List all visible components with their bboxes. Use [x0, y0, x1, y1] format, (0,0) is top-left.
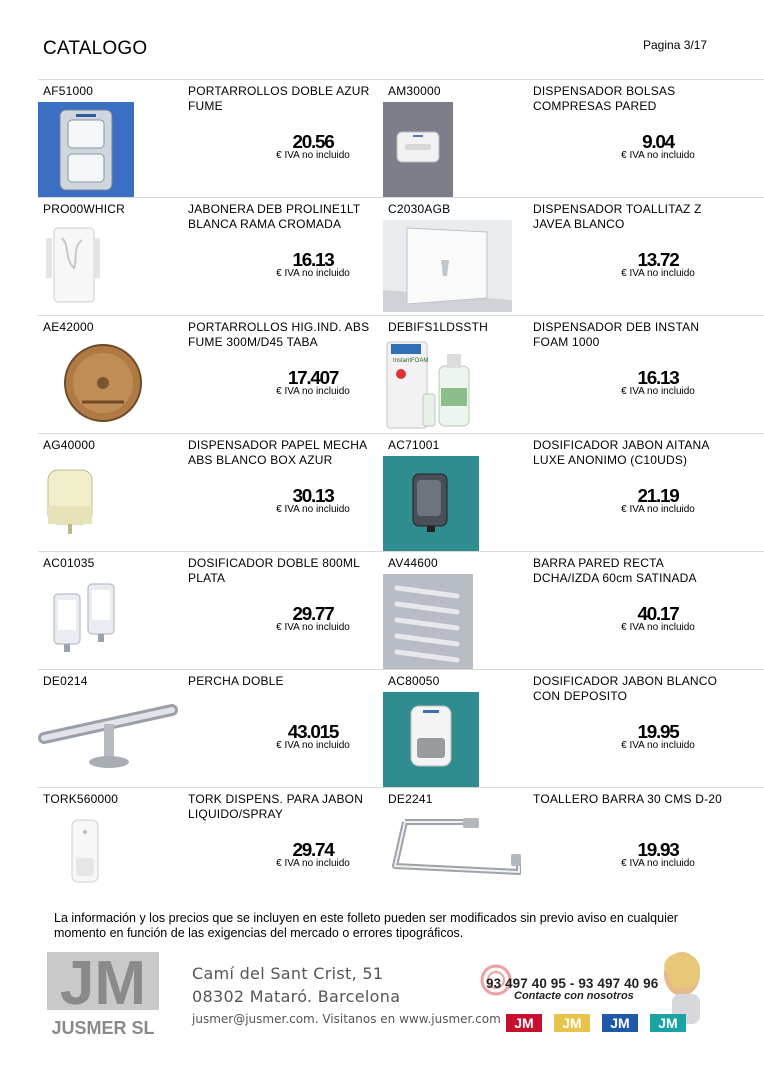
page-number: Pagina 3/17: [643, 38, 708, 52]
product-image: [48, 578, 124, 658]
svg-text:JM: JM: [562, 1015, 582, 1031]
product-description: TOALLERO BARRA 30 CMS D-20: [533, 792, 723, 806]
product-price: 43.015: [287, 722, 339, 742]
price-note: € IVA no incluido: [621, 504, 695, 515]
contact-label: Contacte con nosotros: [514, 990, 634, 1002]
product-price: 16.13: [637, 368, 679, 388]
price-note: € IVA no incluido: [276, 268, 350, 279]
product-description: DOSIFICADOR JABON AITANA LUXE ANONIMO (C10UDS): [533, 438, 709, 467]
product-price: 19.95: [637, 722, 679, 742]
svg-text:JM: JM: [658, 1015, 678, 1031]
product-item: [38, 434, 384, 552]
product-item: [383, 80, 729, 198]
price-note: € IVA no incluido: [276, 386, 350, 397]
product-description: TORK DISPENS. PARA JABON LIQUIDO/SPRAY: [188, 792, 364, 821]
product-description: BARRA PARED RECTA DCHA/IZDA 60cm SATINADA: [533, 556, 697, 585]
product-image: [383, 692, 479, 788]
product-image: [383, 338, 479, 432]
price-note: € IVA no incluido: [621, 858, 695, 869]
company-logo: [45, 950, 165, 1040]
product-description: PERCHA DOBLE: [188, 674, 284, 688]
product-description: DISPENSADOR PAPEL MECHA ABS BLANCO BOX AZUR: [188, 438, 367, 467]
product-grid: [38, 79, 764, 905]
price-note: € IVA no incluido: [276, 622, 350, 633]
price-note: € IVA no incluido: [276, 150, 350, 161]
price-note: € IVA no incluido: [621, 268, 695, 279]
table-row: [38, 787, 764, 905]
product-price: 30.13: [292, 486, 334, 506]
product-item: [38, 788, 384, 906]
product-image: [387, 814, 521, 884]
table-row: [38, 197, 764, 315]
product-code: DE2241: [388, 792, 433, 806]
product-price: 21.19: [637, 486, 679, 506]
logo-mark-text: JM: [59, 950, 147, 1018]
product-label-text: InstantFOAM: [393, 358, 429, 364]
address-line: Camí del Sant Crist, 51: [192, 964, 384, 983]
company-address: [192, 964, 501, 1026]
product-code: TORK560000: [43, 792, 119, 806]
product-image: [383, 220, 512, 312]
product-image: [38, 692, 184, 772]
product-description: DOSIFICADOR JABON BLANCO CON DEPOSITO: [533, 674, 718, 703]
product-item: [38, 316, 384, 434]
product-code: AG40000: [43, 438, 96, 452]
product-price: 29.74: [292, 840, 334, 860]
product-code: AC01035: [43, 556, 95, 570]
product-image: [62, 342, 144, 424]
price-note: € IVA no incluido: [621, 622, 695, 633]
table-row: [38, 433, 764, 551]
product-image: [383, 456, 479, 552]
price-note: € IVA no incluido: [621, 740, 695, 751]
product-description: PORTARROLLOS HIG.IND. ABS FUME 300M/D45 TABA: [188, 320, 370, 349]
product-image: [42, 224, 102, 306]
product-image: [383, 102, 453, 198]
table-row: [38, 315, 764, 433]
page-title: CATALOGO: [43, 38, 148, 59]
contact-banner: [478, 948, 718, 1040]
product-image: [38, 102, 134, 198]
product-item: [38, 552, 384, 670]
product-item: [383, 670, 729, 788]
table-row: [38, 669, 764, 787]
address-line: 08302 Mataró. Barcelona: [192, 987, 401, 1006]
disclaimer-text: La información y los precios que se incluyen en este folleto pueden ser modificados sin previo aviso en cualquier momento en función de las exigencias del mercado o errores tipográficos.: [54, 911, 678, 940]
product-code: AF51000: [43, 84, 94, 98]
product-price: 9.04: [642, 132, 674, 152]
product-price: 29.77: [292, 604, 334, 624]
product-image: [42, 466, 98, 536]
product-code: AM30000: [388, 84, 441, 98]
product-item: [38, 198, 384, 316]
product-price: 13.72: [637, 250, 679, 270]
product-item: [38, 80, 384, 198]
product-description: DISPENSADOR BOLSAS COMPRESAS PARED: [533, 84, 676, 113]
product-item: [383, 788, 729, 906]
price-note: € IVA no incluido: [276, 504, 350, 515]
product-price: 19.93: [637, 840, 679, 860]
product-description: JABONERA DEB PROLINE1LT BLANCA RAMA CROMADA: [188, 202, 361, 231]
product-code: AV44600: [388, 556, 438, 570]
svg-text:JM: JM: [610, 1015, 630, 1031]
product-item: [383, 434, 729, 552]
price-note: € IVA no incluido: [621, 150, 695, 161]
company-name: JUSMER SL: [51, 1018, 155, 1038]
product-code: PRO00WHICR: [43, 202, 126, 216]
product-description: PORTARROLLOS DOBLE AZUR FUME: [188, 84, 370, 113]
web-email-line: jusmer@jusmer.com. Visitanos en www.jusmer.com: [192, 1012, 501, 1026]
product-price: 40.17: [637, 604, 679, 624]
product-item: [383, 316, 729, 434]
price-note: € IVA no incluido: [276, 740, 350, 751]
svg-text:JM: JM: [514, 1015, 534, 1031]
table-row: [38, 79, 764, 197]
product-price: 20.56: [292, 132, 334, 152]
product-image: [383, 574, 473, 670]
product-code: AC71001: [388, 438, 440, 452]
product-code: AE42000: [43, 320, 94, 334]
price-note: € IVA no incluido: [621, 386, 695, 397]
product-code: DE0214: [43, 674, 88, 688]
product-price: 17.407: [287, 368, 339, 388]
product-image: [68, 818, 102, 888]
product-item: [38, 670, 384, 788]
product-code: AC80050: [388, 674, 440, 688]
product-code: DEBIFS1LDSSTH: [388, 320, 488, 334]
product-description: DISPENSADOR DEB INSTAN FOAM 1000: [533, 320, 700, 349]
product-item: [383, 552, 729, 670]
product-price: 16.13: [292, 250, 334, 270]
product-description: DOSIFICADOR DOBLE 800ML PLATA: [188, 556, 360, 585]
table-row: [38, 551, 764, 669]
price-note: € IVA no incluido: [276, 858, 350, 869]
product-code: C2030AGB: [388, 202, 451, 216]
contact-phones: 93 497 40 95 - 93 497 40 96: [486, 976, 659, 991]
product-description: DISPENSADOR TOALLITAZ Z JAVEA BLANCO: [533, 202, 702, 231]
product-item: [383, 198, 729, 316]
